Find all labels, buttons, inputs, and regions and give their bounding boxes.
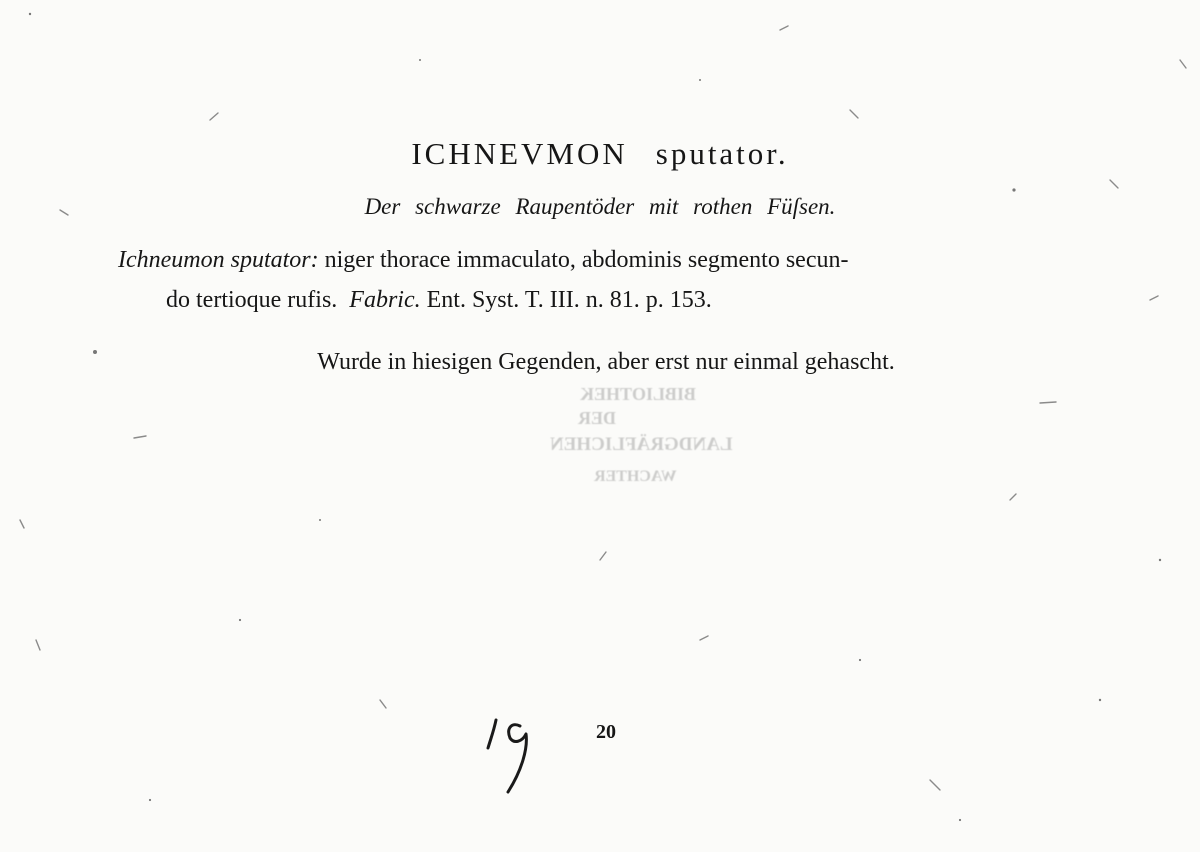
description-text-2: do tertioque rufis. bbox=[166, 287, 338, 313]
german-common-name: Der schwarze Raupentöder mit rothen Füſsen. bbox=[364, 194, 836, 219]
species-description bbox=[118, 240, 1118, 320]
library-stamp bbox=[520, 380, 820, 510]
title-species: sputator. bbox=[655, 136, 789, 171]
description-line-2 bbox=[118, 280, 1118, 320]
description-line-1 bbox=[118, 240, 1118, 280]
reference-author: Fabric. bbox=[349, 287, 421, 313]
reference-text: Ent. Syst. T. III. n. 81. p. 153. bbox=[426, 287, 712, 313]
stamp-line-3: LANDGRÄFLICHEN bbox=[550, 434, 733, 455]
description-text-1: niger thorace immaculato, abdominis segmento secun- bbox=[324, 247, 849, 273]
stamp-line-1: BIBLIOTHEK bbox=[580, 384, 697, 404]
stamp-line-4: WACHTER bbox=[594, 468, 677, 485]
observation-note: Wurde in hiesigen Gegenden, aber erst nur einmal gehascht. bbox=[317, 349, 895, 375]
page-number: 20 bbox=[596, 721, 616, 743]
species-name: Ichneumon sputator: bbox=[118, 247, 319, 273]
page-title bbox=[0, 136, 1200, 172]
title-genus: ICHNEVMON bbox=[411, 136, 628, 171]
handwritten-number bbox=[482, 712, 552, 796]
stamp-line-2: DER bbox=[578, 408, 617, 428]
